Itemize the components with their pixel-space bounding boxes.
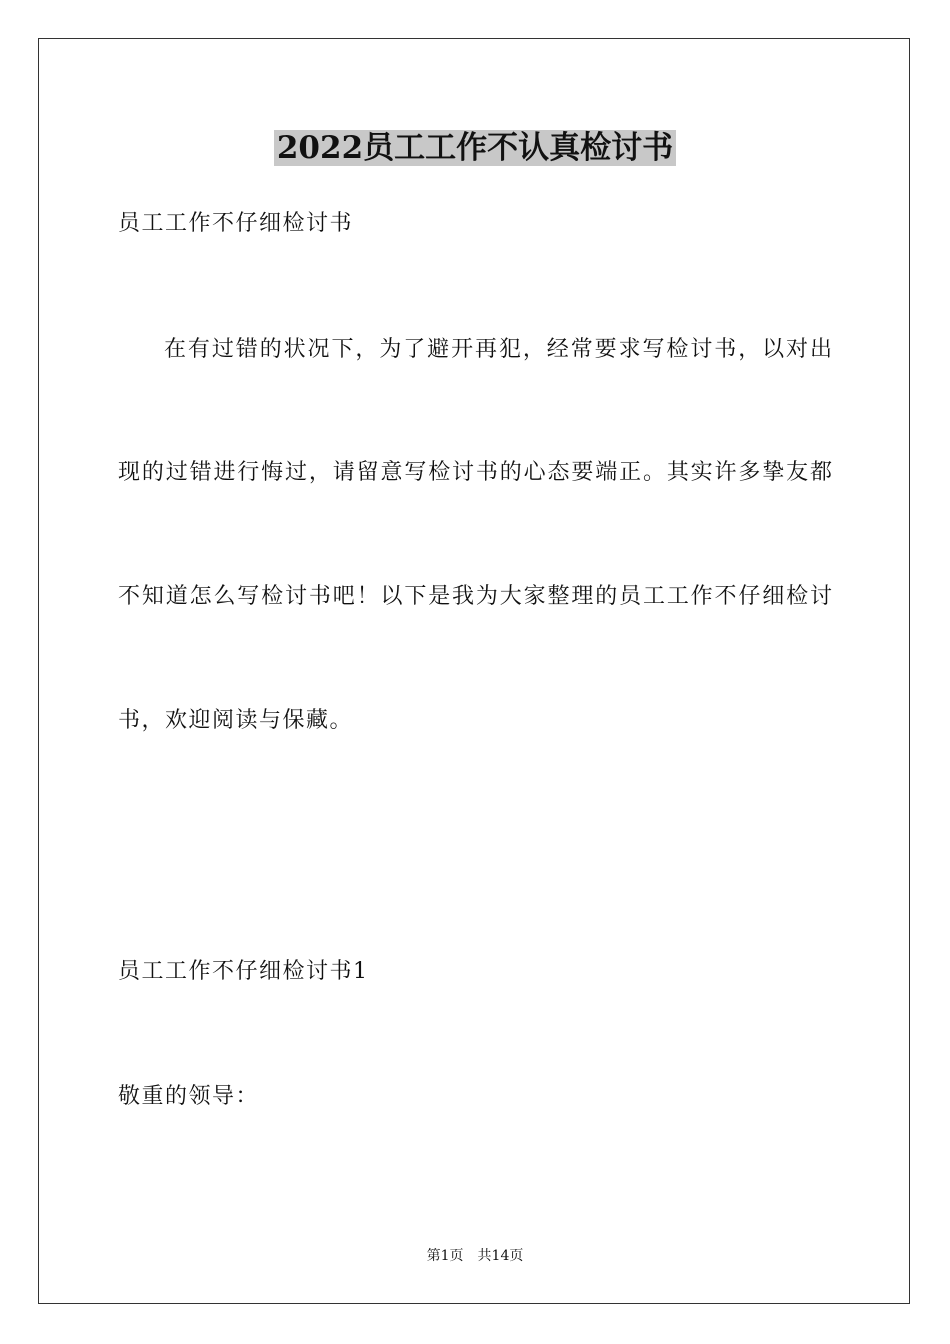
page-footer bbox=[0, 1246, 950, 1266]
intro-paragraph-line-2: 现的过错进行悔过，请留意写检讨书的心态要端正。其实许多挚友都 bbox=[118, 460, 832, 485]
page-total: 共14页 bbox=[477, 1248, 524, 1264]
intro-paragraph-line-3: 不知道怎么写检讨书吧！以下是我为大家整理的员工工作不仔细检讨 bbox=[118, 584, 832, 609]
document-title: 2022员工工作不认真检讨书 bbox=[0, 128, 950, 168]
page-number: 第1页 bbox=[426, 1248, 464, 1264]
intro-paragraph-line-1: 在有过错的状况下，为了避开再犯，经常要求写检讨书，以对出 bbox=[164, 337, 832, 362]
section-heading: 员工工作不仔细检讨书1 bbox=[118, 959, 369, 984]
salutation: 敬重的领导： bbox=[118, 1084, 260, 1109]
document-subtitle: 员工工作不仔细检讨书 bbox=[118, 211, 354, 236]
intro-paragraph-line-4: 书，欢迎阅读与保藏。 bbox=[118, 708, 354, 733]
